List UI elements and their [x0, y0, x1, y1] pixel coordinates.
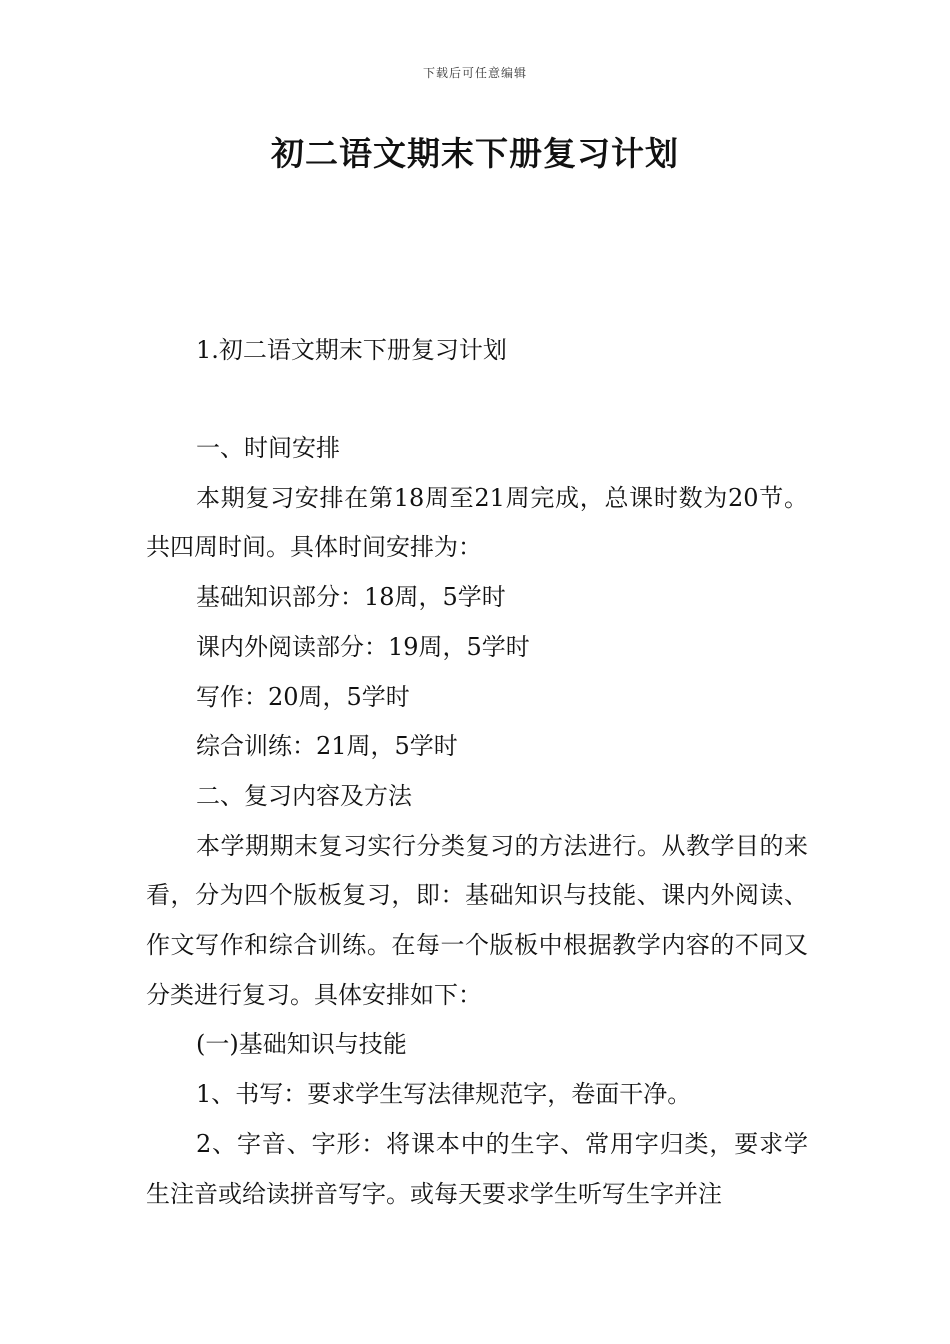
section-subheading-block [146, 326, 808, 376]
paragraph-basic-knowledge: 基础知识部分：18周，5学时 [196, 583, 506, 612]
paragraph-basic-skills-heading: (一)基础知识与技能 [196, 1030, 407, 1059]
body-content [146, 424, 808, 1219]
paragraph-handwriting: 1、书写：要求学生写法律规范字，卷面干净。 [196, 1080, 692, 1109]
paragraph-comprehensive: 综合训练：21周，5学时 [196, 732, 458, 761]
paragraph-content-heading: 二、复习内容及方法 [196, 781, 412, 810]
paragraph-method: 本学期期末复习实行分类复习的方法进行。从教学目的来看，分为四个版板复习，即：基础知识与技能、课内外阅读、作文写作和综合训练。在每一个版板中根据教学内容的不同又分类进行复习。具体安排如下： [146, 831, 808, 1009]
header-note: 下载后可任意编辑 [422, 66, 527, 80]
document-title: 初二语文期末下册复习计划 [271, 134, 679, 173]
paragraph-writing: 写作：20周，5学时 [196, 682, 410, 711]
paragraph-time-intro: 本期复习安排在第18周至21周完成，总课时数为20节。共四周时间。具体时间安排为： [146, 483, 808, 562]
paragraph-pronunciation: 2、字音、字形：将课本中的生字、常用字归类，要求学生注音或给读拼音写字。或每天要求学生听写生字并注 [146, 1129, 808, 1208]
subheading: 1.初二语文期末下册复习计划 [196, 336, 507, 364]
paragraph-time-heading: 一、时间安排 [196, 434, 340, 462]
paragraph-reading: 课内外阅读部分：19周，5学时 [196, 632, 530, 661]
